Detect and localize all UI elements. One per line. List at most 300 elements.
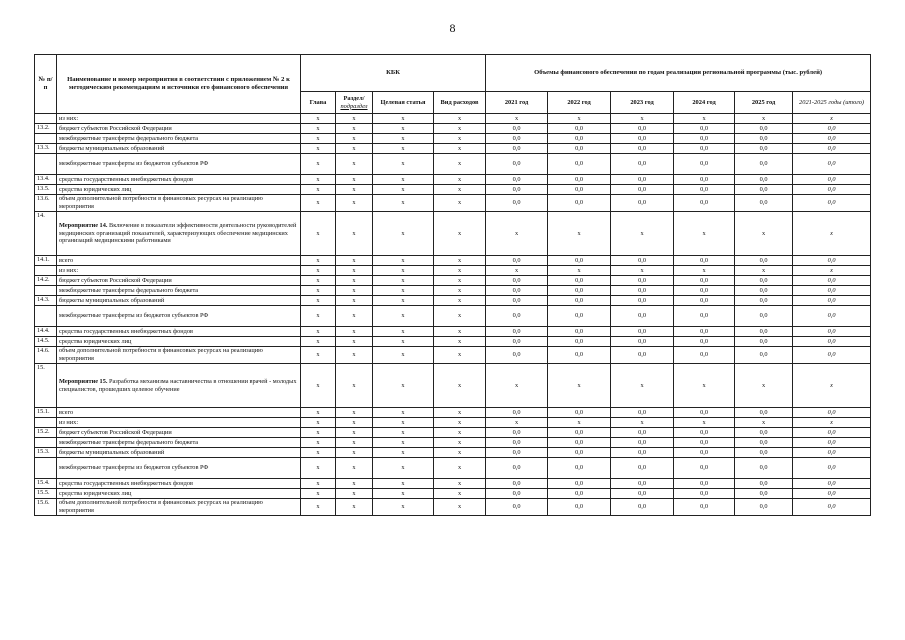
header-name: Наименование и номер мероприятия в соответствии с приложением № 2 к методическим рекомендациям и источники его финансового обеспечения [57, 55, 301, 114]
row-number: 13.3. [35, 144, 57, 154]
header-celevaya: Целевая статья [373, 92, 434, 114]
row-name [57, 364, 301, 408]
row-value: 0,0 [793, 347, 871, 364]
row-value: 0,0 [611, 134, 674, 144]
row-value: x [336, 124, 373, 134]
table-row [35, 296, 871, 306]
row-value: x [486, 212, 548, 256]
row-value: x [486, 114, 548, 124]
row-value: x [373, 306, 434, 327]
row-value: 0,0 [548, 306, 611, 327]
row-value: 0,0 [793, 438, 871, 448]
row-value: x [434, 114, 486, 124]
table-row [35, 134, 871, 144]
table-row [35, 175, 871, 185]
row-value: x [336, 154, 373, 175]
row-value: 0,0 [793, 296, 871, 306]
row-value: x [434, 489, 486, 499]
row-value: x [336, 212, 373, 256]
header-glava: Глава [301, 92, 336, 114]
row-value: 0,0 [674, 408, 735, 418]
row-value: 0,0 [486, 286, 548, 296]
row-value: 0,0 [735, 479, 793, 489]
row-number: 14.4. [35, 327, 57, 337]
row-value: x [486, 266, 548, 276]
page-number: 8 [449, 21, 456, 35]
row-value: 0,0 [548, 144, 611, 154]
row-value: 0,0 [674, 458, 735, 479]
row-number: 15.3. [35, 448, 57, 458]
row-value: 0,0 [548, 448, 611, 458]
row-value: 0,0 [735, 428, 793, 438]
row-value: x [434, 286, 486, 296]
row-value: 0,0 [735, 306, 793, 327]
row-number [35, 418, 57, 428]
row-value: x [373, 347, 434, 364]
row-name: средства юридических лиц [57, 337, 301, 347]
row-value: 0,0 [735, 458, 793, 479]
row-value: 0,0 [793, 327, 871, 337]
row-value: x [336, 144, 373, 154]
table-row [35, 266, 871, 276]
row-name: межбюджетные трансферты из бюджетов субъектов РФ [57, 458, 301, 479]
row-value: 0,0 [486, 256, 548, 266]
row-value: 0,0 [486, 306, 548, 327]
header-num: № п/п [35, 55, 57, 114]
row-value: 0,0 [793, 195, 871, 212]
table-row [35, 114, 871, 124]
row-value: x [793, 364, 871, 408]
row-value: 0,0 [735, 448, 793, 458]
row-name: объем дополнительной потребности в финансовых ресурсах на реализацию мероприятия [57, 195, 301, 212]
row-number: 15.2. [35, 428, 57, 438]
row-value: x [373, 144, 434, 154]
row-value: x [486, 364, 548, 408]
row-value: 0,0 [793, 408, 871, 418]
row-value: 0,0 [793, 489, 871, 499]
row-value: x [301, 347, 336, 364]
row-value: 0,0 [674, 185, 735, 195]
row-name: межбюджетные трансферты из бюджетов субъектов РФ [57, 154, 301, 175]
row-value: 0,0 [735, 256, 793, 266]
row-value: 0,0 [735, 438, 793, 448]
row-value: x [373, 286, 434, 296]
row-value: x [301, 266, 336, 276]
row-number [35, 306, 57, 327]
row-value: x [373, 364, 434, 408]
row-value: 0,0 [486, 144, 548, 154]
row-value: 0,0 [548, 428, 611, 438]
row-value: 0,0 [611, 175, 674, 185]
row-value: x [373, 154, 434, 175]
row-value: 0,0 [793, 124, 871, 134]
row-value: 0,0 [735, 286, 793, 296]
row-value: x [434, 124, 486, 134]
row-number [35, 114, 57, 124]
row-value: x [434, 266, 486, 276]
row-value: x [735, 114, 793, 124]
row-value: 0,0 [735, 499, 793, 516]
table-row [35, 256, 871, 266]
header-razdel-2: подраздел [340, 102, 368, 110]
row-name [57, 212, 301, 256]
row-value: x [373, 256, 434, 266]
row-value: 0,0 [486, 327, 548, 337]
row-value: 0,0 [486, 458, 548, 479]
row-value: 0,0 [674, 337, 735, 347]
row-value: x [336, 458, 373, 479]
row-name: из них: [57, 418, 301, 428]
row-value: 0,0 [793, 479, 871, 489]
row-value: x [301, 448, 336, 458]
row-value: x [373, 428, 434, 438]
row-value: x [548, 212, 611, 256]
row-value: x [301, 256, 336, 266]
row-value: 0,0 [548, 256, 611, 266]
row-value: x [548, 114, 611, 124]
row-value: 0,0 [735, 489, 793, 499]
row-value: 0,0 [611, 195, 674, 212]
header-2023: 2023 год [611, 92, 674, 114]
row-value: x [434, 175, 486, 185]
row-value: x [486, 418, 548, 428]
row-name: бюджеты муниципальных образований [57, 144, 301, 154]
row-value: 0,0 [611, 144, 674, 154]
row-value: x [434, 276, 486, 286]
row-value: x [373, 438, 434, 448]
row-number: 14.1. [35, 256, 57, 266]
row-value: 0,0 [735, 154, 793, 175]
row-value: x [611, 212, 674, 256]
row-value: x [336, 134, 373, 144]
row-value: 0,0 [674, 154, 735, 175]
row-value: x [336, 448, 373, 458]
row-value: 0,0 [548, 185, 611, 195]
measure-title: Мероприятие 14. [59, 222, 108, 230]
row-name: средства государственных внебюджетных фондов [57, 327, 301, 337]
row-value: x [434, 364, 486, 408]
row-value: 0,0 [611, 185, 674, 195]
row-value: 0,0 [674, 327, 735, 337]
row-value: x [336, 364, 373, 408]
row-value: x [301, 134, 336, 144]
row-value: x [336, 337, 373, 347]
row-value: 0,0 [611, 337, 674, 347]
row-value: x [674, 418, 735, 428]
row-value: 0,0 [548, 276, 611, 286]
row-value: 0,0 [611, 296, 674, 306]
row-value: x [301, 286, 336, 296]
table-row [35, 306, 871, 327]
row-value: x [336, 175, 373, 185]
header-razdel-1: Раздел/ [343, 94, 365, 102]
row-value: 0,0 [735, 144, 793, 154]
row-value: x [434, 428, 486, 438]
row-value: x [301, 185, 336, 195]
row-value: x [434, 347, 486, 364]
row-value: x [301, 212, 336, 256]
row-value: x [336, 489, 373, 499]
table-row [35, 327, 871, 337]
row-name: всего [57, 408, 301, 418]
row-value: 0,0 [674, 306, 735, 327]
row-value: 0,0 [548, 438, 611, 448]
row-value: x [434, 134, 486, 144]
row-number: 14.2. [35, 276, 57, 286]
row-number [35, 134, 57, 144]
row-value: x [336, 306, 373, 327]
row-number: 15. [35, 364, 57, 408]
row-value: 0,0 [793, 428, 871, 438]
row-number: 13.5. [35, 185, 57, 195]
row-value: 0,0 [486, 124, 548, 134]
row-name: средства юридических лиц [57, 185, 301, 195]
row-name: из них: [57, 114, 301, 124]
row-name: межбюджетные трансферты из бюджетов субъектов РФ [57, 306, 301, 327]
row-name: межбюджетные трансферты федерального бюджета [57, 438, 301, 448]
row-value: x [336, 266, 373, 276]
row-number: 15.5. [35, 489, 57, 499]
row-value: x [336, 499, 373, 516]
row-value: 0,0 [548, 479, 611, 489]
row-value: x [373, 296, 434, 306]
row-value: x [301, 438, 336, 448]
row-value: x [434, 154, 486, 175]
row-value: x [301, 489, 336, 499]
row-value: 0,0 [548, 327, 611, 337]
row-value: 0,0 [735, 408, 793, 418]
measure-text: Включение в показатели эффективности деятельности руководителей медицинских организаций показателей, характеризующих обеспечение медицинских организаций медицинскими работниками [59, 222, 297, 245]
row-value: 0,0 [486, 448, 548, 458]
row-value: x [336, 114, 373, 124]
row-number: 14.6. [35, 347, 57, 364]
row-value: x [301, 276, 336, 286]
row-value: 0,0 [486, 408, 548, 418]
row-value: 0,0 [611, 154, 674, 175]
row-value: 0,0 [674, 296, 735, 306]
row-value: x [301, 458, 336, 479]
row-value: 0,0 [548, 134, 611, 144]
row-name: бюджеты муниципальных образований [57, 296, 301, 306]
row-value: x [674, 114, 735, 124]
row-name: из них: [57, 266, 301, 276]
row-name: средства юридических лиц [57, 489, 301, 499]
row-value: 0,0 [793, 185, 871, 195]
row-value: x [301, 195, 336, 212]
row-value: 0,0 [548, 296, 611, 306]
row-value: 0,0 [793, 448, 871, 458]
row-value: 0,0 [674, 448, 735, 458]
row-value: 0,0 [793, 256, 871, 266]
row-value: 0,0 [735, 124, 793, 134]
row-value: x [301, 306, 336, 327]
row-value: x [373, 418, 434, 428]
header-vid: Вид расходов [434, 92, 486, 114]
row-name: объем дополнительной потребности в финансовых ресурсах на реализацию мероприятия [57, 347, 301, 364]
row-value: 0,0 [611, 256, 674, 266]
row-value: x [548, 364, 611, 408]
row-value: 0,0 [548, 337, 611, 347]
row-value: x [336, 256, 373, 266]
row-value: x [373, 448, 434, 458]
row-value: x [373, 114, 434, 124]
row-number: 13.6. [35, 195, 57, 212]
row-value: x [611, 266, 674, 276]
row-value: x [373, 327, 434, 337]
row-value: x [793, 266, 871, 276]
row-value: 0,0 [486, 489, 548, 499]
row-value: x [434, 499, 486, 516]
row-value: x [434, 195, 486, 212]
row-value: x [611, 418, 674, 428]
row-value: 0,0 [611, 428, 674, 438]
row-value: x [336, 438, 373, 448]
row-value: 0,0 [611, 438, 674, 448]
row-value: 0,0 [674, 428, 735, 438]
header-2021: 2021 год [486, 92, 548, 114]
row-number: 15.6. [35, 499, 57, 516]
financing-table [34, 54, 871, 516]
row-value: x [301, 175, 336, 185]
row-value: 0,0 [793, 306, 871, 327]
row-value: 0,0 [793, 175, 871, 185]
row-value: x [434, 458, 486, 479]
row-value: x [336, 347, 373, 364]
row-value: 0,0 [486, 428, 548, 438]
row-name: бюджет субъектов Российской Федерации [57, 124, 301, 134]
table-row [35, 347, 871, 364]
row-value: x [301, 428, 336, 438]
row-value: 0,0 [735, 337, 793, 347]
row-value: 0,0 [486, 154, 548, 175]
row-value: x [434, 418, 486, 428]
measure-title: Мероприятие 15. [59, 377, 108, 385]
row-value: x [434, 438, 486, 448]
row-value: 0,0 [674, 256, 735, 266]
row-value: x [793, 114, 871, 124]
row-value: 0,0 [548, 154, 611, 175]
row-name: бюджет субъектов Российской Федерации [57, 428, 301, 438]
row-value: 0,0 [486, 175, 548, 185]
row-value: x [434, 448, 486, 458]
row-value: 0,0 [793, 276, 871, 286]
row-value: 0,0 [735, 347, 793, 364]
row-value: 0,0 [486, 185, 548, 195]
header-total: 2021-2025 годы (итого) [793, 92, 871, 114]
row-value: x [336, 185, 373, 195]
row-value: x [434, 212, 486, 256]
row-number [35, 458, 57, 479]
row-value: x [611, 114, 674, 124]
table-row [35, 428, 871, 438]
row-value: 0,0 [548, 286, 611, 296]
row-name: межбюджетные трансферты федерального бюджета [57, 286, 301, 296]
row-value: 0,0 [611, 448, 674, 458]
row-value: x [336, 418, 373, 428]
table-row [35, 185, 871, 195]
row-value: x [336, 428, 373, 438]
row-value: x [373, 276, 434, 286]
row-value: x [434, 256, 486, 266]
row-value: 0,0 [548, 458, 611, 479]
row-value: 0,0 [674, 286, 735, 296]
row-value: 0,0 [735, 195, 793, 212]
row-value: x [735, 364, 793, 408]
row-value: x [301, 418, 336, 428]
row-value: 0,0 [674, 276, 735, 286]
row-value: 0,0 [674, 134, 735, 144]
row-value: 0,0 [793, 154, 871, 175]
row-value: x [434, 306, 486, 327]
table-row [35, 438, 871, 448]
row-value: 0,0 [611, 276, 674, 286]
table-body [35, 114, 871, 516]
row-name: бюджеты муниципальных образований [57, 448, 301, 458]
row-value: 0,0 [735, 327, 793, 337]
table-row [35, 195, 871, 212]
row-value: 0,0 [486, 296, 548, 306]
row-value: 0,0 [674, 489, 735, 499]
row-value: x [735, 212, 793, 256]
row-value: x [674, 266, 735, 276]
row-value: x [373, 195, 434, 212]
row-value: x [735, 266, 793, 276]
row-value: x [434, 296, 486, 306]
row-number: 15.4. [35, 479, 57, 489]
table-row [35, 154, 871, 175]
row-value: 0,0 [793, 337, 871, 347]
row-value: x [373, 134, 434, 144]
row-value: x [434, 144, 486, 154]
row-value: x [373, 175, 434, 185]
row-value: 0,0 [793, 134, 871, 144]
row-value: x [373, 408, 434, 418]
row-value: x [301, 327, 336, 337]
row-value: x [336, 479, 373, 489]
row-value: x [373, 458, 434, 479]
table-row [35, 448, 871, 458]
row-value: x [548, 418, 611, 428]
header-2024: 2024 год [674, 92, 735, 114]
row-value: x [301, 479, 336, 489]
table-row [35, 408, 871, 418]
row-number [35, 266, 57, 276]
row-value: 0,0 [486, 499, 548, 516]
row-value: x [301, 499, 336, 516]
row-value: 0,0 [486, 276, 548, 286]
row-value: 0,0 [793, 499, 871, 516]
header-2025: 2025 год [735, 92, 793, 114]
row-number: 14.5. [35, 337, 57, 347]
row-value: 0,0 [611, 479, 674, 489]
row-value: 0,0 [548, 408, 611, 418]
row-value: x [336, 408, 373, 418]
table-row [35, 276, 871, 286]
row-name: средства государственных внебюджетных фондов [57, 175, 301, 185]
row-name: межбюджетные трансферты федерального бюджета [57, 134, 301, 144]
row-value: 0,0 [735, 296, 793, 306]
row-value: x [301, 296, 336, 306]
row-value: 0,0 [611, 306, 674, 327]
row-value: 0,0 [674, 124, 735, 134]
table-row [35, 479, 871, 489]
row-value: x [301, 124, 336, 134]
row-number [35, 154, 57, 175]
row-value: 0,0 [674, 438, 735, 448]
row-value: 0,0 [486, 479, 548, 489]
row-value: x [373, 479, 434, 489]
table-row [35, 144, 871, 154]
